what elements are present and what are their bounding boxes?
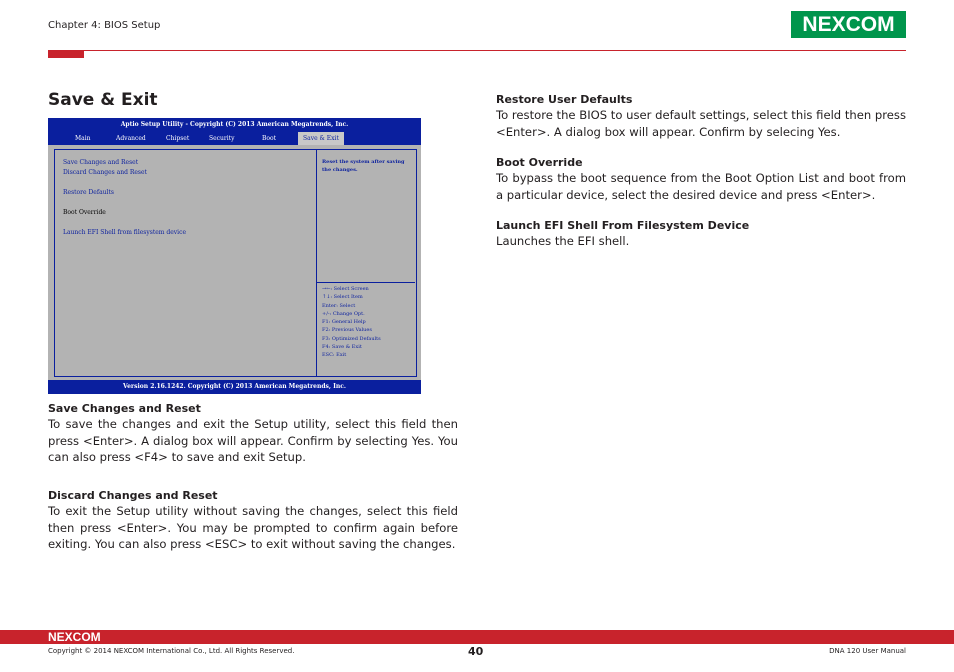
footer-square-small: [899, 638, 904, 643]
chapter-label: Chapter 4: BIOS Setup: [48, 20, 161, 31]
launch-efi-body: Launches the EFI shell.: [496, 234, 630, 248]
boot-override-body: To bypass the boot sequence from the Boot Option List and boot from a particular device, select the desired device and press <Enter>.: [496, 171, 906, 202]
bios-item-restore-defaults: Restore Defaults: [63, 189, 114, 196]
bios-tab-advanced: Advanced: [116, 135, 146, 142]
nexcom-logo: NEXCOM: [791, 11, 906, 38]
bios-help-divider: [317, 282, 415, 283]
key-f1: F1: General Help: [322, 319, 366, 326]
bios-tab-boot: Boot: [262, 135, 277, 142]
bios-panel-divider: [316, 149, 317, 376]
bios-key-legend: [322, 285, 381, 360]
copyright-text: Copyright © 2014 NEXCOM International Co., Ltd. All Rights Reserved.: [48, 647, 295, 655]
bios-footer: Version 2.16.1242. Copyright (C) 2013 American Megatrends, Inc.: [48, 380, 421, 394]
footer-logo: NEXCOM: [48, 630, 101, 644]
key-f3: F3: Optimized Defaults: [322, 335, 381, 342]
bios-item-save-changes: Save Changes and Reset: [63, 159, 139, 166]
manual-title: DNA 120 User Manual: [829, 647, 906, 655]
key-enter: Enter: Select: [322, 302, 356, 309]
key-f2: F2: Previous Values: [322, 327, 372, 334]
discard-changes-body: To exit the Setup utility without saving the changes, select this field then press <Enter>. You may be prompted to confirm again before exiting. You can also press <ESC> to exit without saving the changes.: [48, 504, 458, 551]
save-changes-heading: Save Changes and Reset: [48, 402, 201, 415]
page-title: Save & Exit: [48, 90, 158, 110]
page-number: 40: [468, 645, 484, 658]
bios-tab-main: Main: [75, 135, 91, 142]
bios-tab-security: Security: [209, 135, 235, 142]
footer-bar: [0, 630, 954, 644]
save-changes-body: To save the changes and exit the Setup utility, select this field then press <Enter>. A dialog box will appear. Confirm by selecting Yes. You can also press <F4> to save and exit Setup.: [48, 417, 458, 464]
bios-help-text: Reset the system after saving the changes.: [322, 159, 405, 173]
bios-item-discard-changes: Discard Changes and Reset: [63, 169, 147, 176]
header-accent: [48, 50, 84, 58]
restore-defaults-body: To restore the BIOS to user default settings, select this field then press <Enter>. A dialog box will appear. Confirm by selecing Yes.: [496, 108, 906, 139]
bios-screenshot: [48, 118, 421, 394]
bios-item-launch-efi: Launch EFI Shell from filesystem device: [63, 229, 186, 236]
key-change-opt: +/-: Change Opt.: [322, 310, 365, 317]
key-select-screen: →←: Select Screen: [322, 286, 369, 292]
bios-title: Aptio Setup Utility - Copyright (C) 2013 American Megatrends, Inc.: [48, 118, 421, 132]
bios-tab-bar: [48, 132, 421, 145]
launch-efi-heading: Launch EFI Shell From Filesystem Device: [496, 219, 750, 232]
key-f4: F4: Save & Exit: [322, 344, 362, 351]
footer-square-large: [890, 630, 898, 638]
discard-changes-heading: Discard Changes and Reset: [48, 489, 218, 502]
bios-item-boot-override: Boot Override: [63, 209, 106, 216]
boot-override-heading: Boot Override: [496, 156, 583, 169]
bios-tab-chipset: Chipset: [166, 135, 190, 142]
key-select-item: ↑↓: Select Item: [322, 294, 363, 301]
bios-tab-save-exit: Save & Exit: [298, 132, 344, 145]
restore-defaults-heading: Restore User Defaults: [496, 93, 633, 106]
key-esc: ESC: Exit: [322, 352, 347, 359]
header-divider: [48, 50, 906, 51]
